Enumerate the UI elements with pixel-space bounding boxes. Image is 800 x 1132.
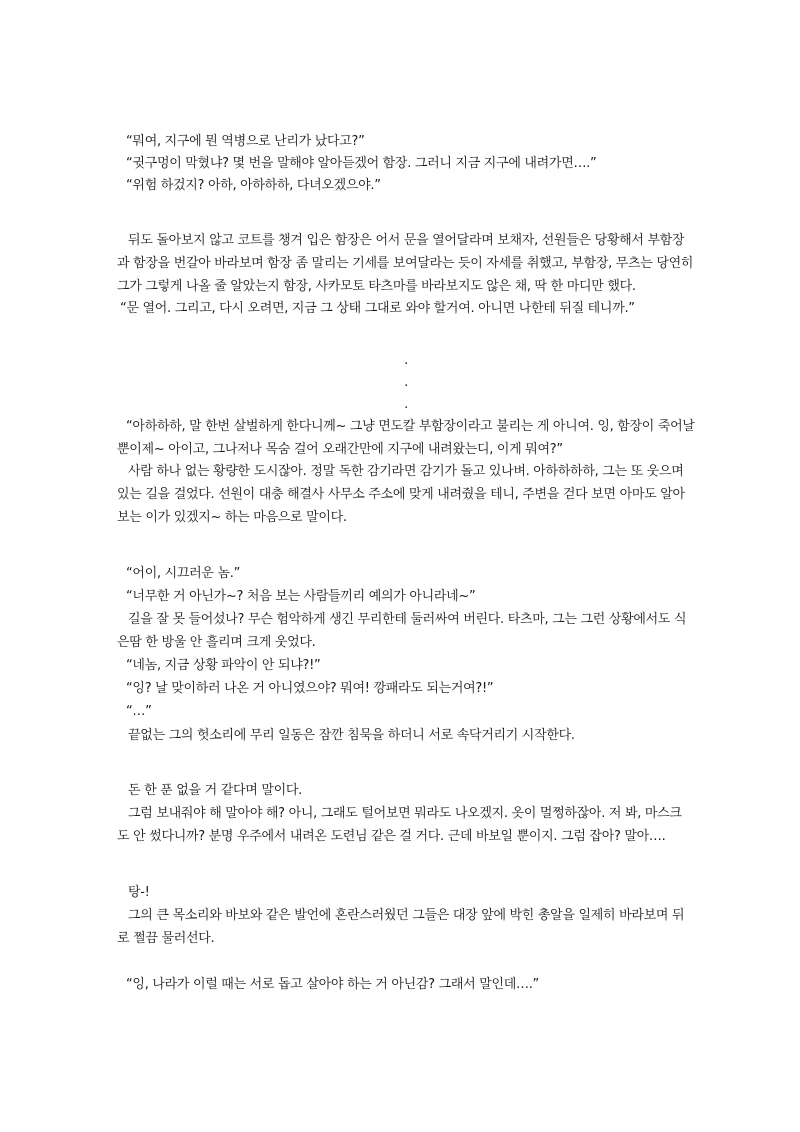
dialogue-line: “네놈, 지금 상황 파악이 안 되냐?!” (126, 658, 321, 673)
dialogue-line: “위험 하겄지? 아하, 아하하하, 다녀오겠으야.” (126, 178, 381, 193)
dialogue-line: “잉? 날 맞이하러 나온 거 아니였으야? 뭐여! 깡패라도 되는거여?!” (126, 681, 494, 696)
paragraph-line: 그럼 보내줘야 해 말아야 해? 아니, 그래도 털어보면 뭐라도 나오겠지. 옷이 멀쩡하잖아. 저 봐, 마스크 (128, 806, 682, 821)
dialogue-line: “잉, 나라가 이럴 때는 서로 돕고 살아야 하는 거 아닌감? 그래서 말인데….” (126, 977, 539, 992)
section-break-dot: . (404, 375, 408, 390)
dialogue-line: “아하하하, 말 한번 살벌하게 한다니께~ 그냥 면도칼 부함장이라고 불리는 게 아니여. 잉, 함장이 죽어날 (126, 419, 695, 434)
paragraph-line: 끝없는 그의 헛소리에 무리 일동은 잠깐 침묵을 하더니 서로 속닥거리기 시작한다. (128, 728, 575, 743)
sound-effect-line: 탕-! (128, 885, 150, 900)
section-break-dot: . (404, 353, 408, 368)
paragraph-line: 있는 길을 걸었다. 선원이 대충 해결사 사무소 주소에 맞게 내려줬을 테니, 주변을 걷다 보면 아마도 알아 (117, 487, 685, 502)
paragraph-line: 그의 큰 목소리와 바보와 같은 발언에 혼란스러웠던 그들은 대장 앞에 박힌 총알을 일제히 바라보며 뒤 (128, 908, 685, 923)
paragraph-line: 그가 그렇게 나올 줄 알았는지 함장, 사카모토 타츠마를 바라보지도 않은 채, 딱 한 마디만 했다. (117, 279, 636, 294)
dialogue-line: “귓구멍이 막혔냐? 몇 번을 말해야 알아듣겠어 함장. 그러니 지금 지구에 내려가면….” (126, 156, 597, 171)
dialogue-line: “문 열어. 그리고, 다시 오려면, 지금 그 상태 그대로 와야 할거여. 아니면 나한테 뒤질 테니까.” (120, 301, 635, 316)
paragraph-line: 과 함장을 번갈아 바라보며 함장 좀 말리는 기세를 보여달라는 듯이 자세를 취했고, 부함장, 무츠는 당연히 (117, 256, 694, 271)
paragraph-line: 뿐이제~ 아이고, 그나저나 목숨 걸어 오래간만에 지구에 내려왔는디, 이게 뭐여?” (117, 442, 563, 457)
paragraph-line: 길을 잘 못 들어섰나? 무슨 험악하게 생긴 무리한테 둘러싸여 버린다. 타츠마, 그는 그런 상황에서도 식 (128, 612, 687, 627)
paragraph-line: 로 쩔끔 물러선다. (117, 931, 215, 946)
paragraph-line: 돈 한 푼 없을 거 같다며 말이다. (128, 783, 302, 798)
paragraph-line: 사람 하나 없는 황량한 도시잖아. 정말 독한 감기라면 감기가 돌고 있나벼. 아하하하하, 그는 또 웃으며 (128, 464, 684, 479)
dialogue-line: “너무한 거 아닌가~? 처음 보는 사람들끼리 예의가 아니라네~” (126, 589, 476, 604)
paragraph-line: 보는 이가 있겠지~ 하는 마음으로 말이다. (117, 510, 347, 525)
dialogue-line: “뭐여, 지구에 뭔 역병으로 난리가 났다고?” (126, 134, 365, 149)
paragraph-line: 뒤도 돌아보지 않고 코트를 챙겨 입은 함장은 어서 문을 열어달라며 보채자, 선원들은 당황해서 부함장 (128, 233, 685, 248)
dialogue-line: “어이, 시끄러운 놈.” (126, 566, 241, 581)
paragraph-line: 은땀 한 방울 안 흘리며 크게 웃었다. (117, 635, 316, 650)
section-break-dot: . (404, 397, 408, 412)
paragraph-line: 도 안 썼다니까? 분명 우주에서 내려온 도련님 같은 걸 거다. 근데 바보일 뿐이지. 그럼 잡아? 말아…. (117, 829, 666, 844)
dialogue-line: “…” (126, 704, 152, 719)
